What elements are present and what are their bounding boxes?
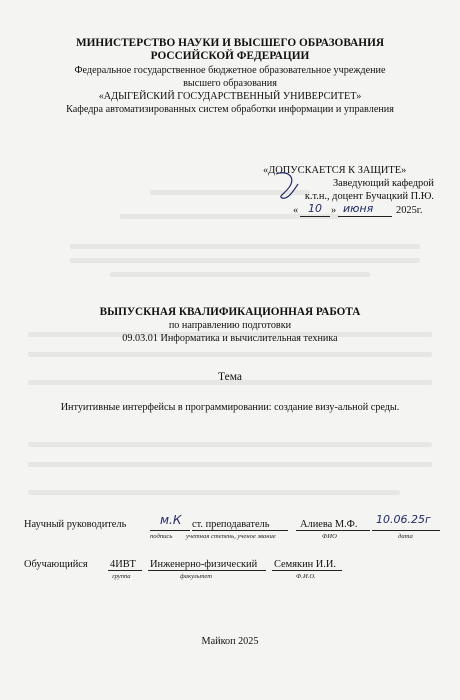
- university-name: «АДЫГЕЙСКИЙ ГОСУДАРСТВЕННЫЙ УНИВЕРСИТЕТ»: [98, 91, 362, 102]
- bleed-through-line: [70, 244, 420, 249]
- approval-position: Заведующий кафедрой: [332, 178, 434, 189]
- bleed-through-line: [28, 352, 432, 357]
- student-label: Обучающийся: [24, 559, 88, 570]
- date-month-underline: [338, 216, 392, 217]
- supervisor-name: Алиева М.Ф.: [300, 519, 358, 530]
- approval-date-open: «: [293, 205, 299, 216]
- head-signature-mark: [272, 168, 302, 202]
- supervisor-date: 10.06.25г: [376, 513, 431, 526]
- topic-label: Тема: [218, 371, 242, 383]
- bleed-through-line: [28, 442, 432, 447]
- caption-degree: учетная степень, ученое звание: [186, 533, 276, 540]
- caption-student-fio: Ф.И.О.: [296, 573, 316, 580]
- student-faculty: Инженерно-физический: [150, 559, 258, 570]
- topic-text: Интуитивные интерфейсы в программировании: создание визу-альной среды.: [60, 402, 400, 413]
- approval-title: «ДОПУСКАЕТСЯ К ЗАЩИТЕ»: [263, 165, 407, 176]
- approval-date-day: 10: [308, 202, 322, 215]
- faculty-underline: [148, 570, 266, 571]
- caption-signature: подпись: [150, 533, 173, 540]
- bleed-through-line: [28, 462, 432, 467]
- bleed-through-line: [28, 490, 400, 495]
- approval-date-close: »: [331, 205, 337, 216]
- approval-name: к.т.н., доцент Бучацкий П.Ю.: [304, 191, 434, 202]
- signature-underline: [150, 530, 190, 531]
- supervisor-degree: ст. преподаватель: [192, 519, 270, 530]
- group-underline: [108, 570, 142, 571]
- direction-label: по направлению подготовки: [168, 320, 292, 331]
- date-underline: [372, 530, 440, 531]
- approval-date-month: июня: [343, 202, 374, 215]
- ministry-line-2: РОССИЙСКОЙ ФЕДЕРАЦИИ: [150, 50, 310, 62]
- work-title: ВЫПУСКНАЯ КВАЛИФИКАЦИОННАЯ РАБОТА: [99, 306, 361, 318]
- caption-faculty: факультет: [180, 573, 212, 580]
- department-name: Кафедра автоматизированных систем обработки информации и управления: [66, 104, 394, 115]
- supervisor-label: Научный руководитель: [24, 519, 127, 530]
- bleed-through-line: [70, 258, 420, 263]
- institution-line-2: высшего образования: [183, 78, 277, 89]
- date-day-underline: [300, 216, 330, 217]
- bleed-through-line: [110, 272, 370, 277]
- supervisor-signature: м.К: [160, 513, 182, 527]
- student-group: 4ИВТ: [110, 559, 136, 570]
- caption-fio: ФИО: [322, 533, 337, 540]
- institution-line-1: Федеральное государственное бюджетное образовательное учреждение: [74, 65, 386, 76]
- caption-date: дата: [398, 533, 413, 540]
- direction-code: 09.03.01 Информатика и вычислительная техника: [122, 333, 338, 344]
- supervisor-name-underline: [296, 530, 370, 531]
- ministry-line-1: МИНИСТЕРСТВО НАУКИ И ВЫСШЕГО ОБРАЗОВАНИЯ: [75, 37, 385, 49]
- approval-date-year: 2025г.: [396, 205, 423, 216]
- student-name: Семякин И.И.: [274, 559, 336, 570]
- caption-group: группа: [112, 573, 131, 580]
- city-year: Майкоп 2025: [201, 636, 259, 647]
- student-name-underline: [272, 570, 342, 571]
- degree-underline: [192, 530, 288, 531]
